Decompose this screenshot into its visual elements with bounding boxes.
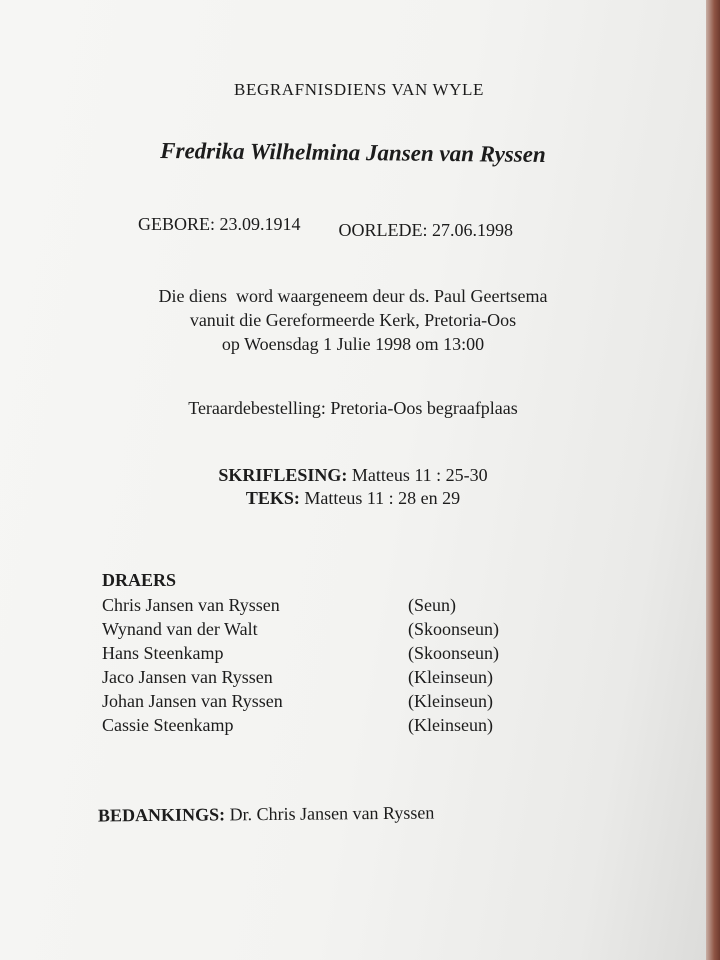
service-line-officiant: Die diens word waargeneem deur ds. Paul Geertsema	[158, 286, 548, 306]
list-item	[102, 689, 542, 713]
pallbearers-list	[102, 570, 542, 737]
background-edge	[706, 0, 720, 960]
service-details	[0, 284, 706, 356]
list-item	[102, 617, 542, 641]
bearer-relation: (Skoonseun)	[408, 643, 499, 663]
bearer-relation: (Skoonseun)	[408, 619, 499, 639]
pallbearers-title: DRAERS	[102, 570, 177, 590]
scripture-reading-label: SKRIFLESING:	[218, 465, 348, 485]
bearer-relation: (Kleinseun)	[408, 691, 493, 711]
list-item	[102, 593, 542, 617]
birth-date: GEBORE: 23.09.1914	[138, 214, 301, 234]
bearer-name: Hans Steenkamp	[102, 643, 224, 663]
acknowledgements	[98, 803, 434, 827]
bearer-name: Wynand van der Walt	[102, 619, 258, 639]
deceased-name: Fredrika Wilhelmina Jansen van Ryssen	[160, 137, 546, 168]
bearer-relation: (Kleinseun)	[408, 715, 493, 735]
bearer-name: Johan Jansen van Ryssen	[102, 691, 283, 711]
scripture-reading	[0, 464, 706, 487]
scripture-reading-value: Matteus 11 : 25-30	[347, 465, 488, 485]
death-date: OORLEDE: 27.06.1998	[338, 220, 514, 240]
bearer-name: Chris Jansen van Ryssen	[102, 595, 280, 615]
sermon-text-value: Matteus 11 : 28 en 29	[299, 488, 461, 508]
sermon-text-label: TEKS:	[245, 488, 300, 508]
acknowledgements-label: BEDANKINGS:	[97, 804, 226, 826]
life-dates	[138, 214, 514, 240]
list-item	[102, 665, 542, 689]
sermon-text	[0, 487, 706, 510]
bearer-name: Cassie Steenkamp	[102, 715, 234, 735]
bearer-relation: (Seun)	[408, 595, 456, 615]
acknowledgements-value: Dr. Chris Jansen van Ryssen	[224, 802, 435, 825]
scripture-block	[0, 464, 706, 510]
service-line-church: vanuit die Gereformeerde Kerk, Pretoria-Oos	[189, 310, 517, 330]
burial-place: Teraardebestelling: Pretoria-Oos begraafplaas	[188, 398, 518, 418]
list-item	[102, 641, 542, 665]
bearer-relation: (Kleinseun)	[408, 667, 493, 687]
program-header: BEGRAFNISDIENS VAN WYLE	[234, 80, 484, 99]
service-line-datetime: op Woensdag 1 Julie 1998 om 13:00	[221, 334, 485, 354]
bearer-name: Jaco Jansen van Ryssen	[102, 667, 273, 687]
list-item	[102, 713, 542, 737]
